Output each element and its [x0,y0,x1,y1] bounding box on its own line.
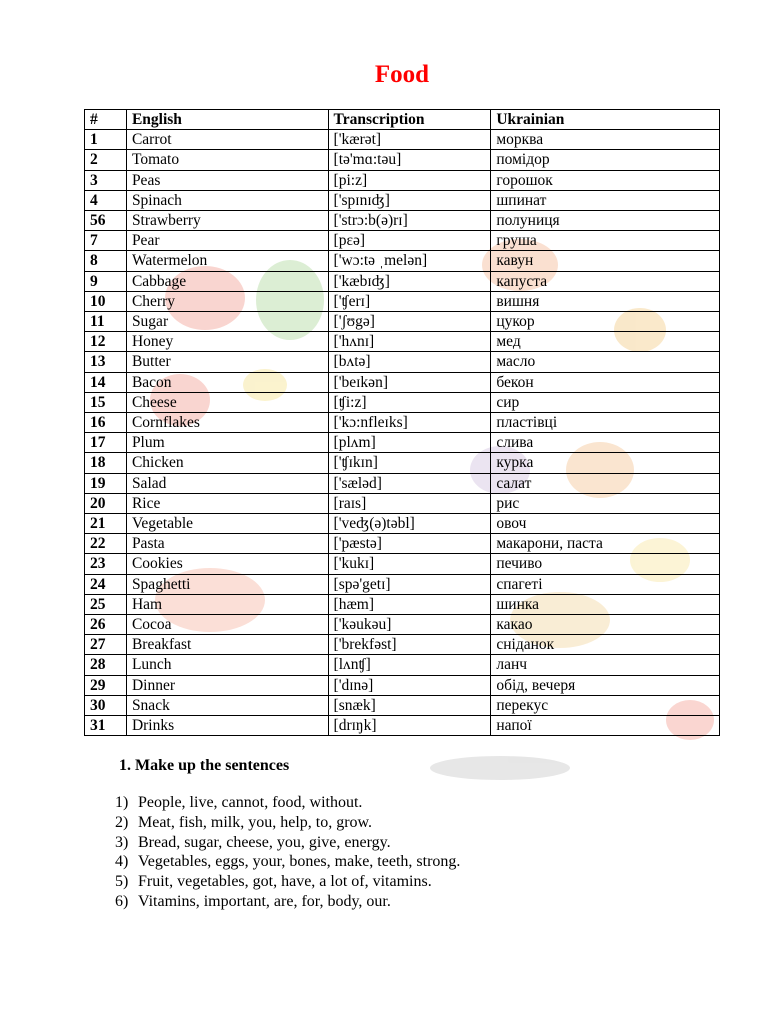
list-item [115,813,460,833]
cell-transcription: ['sæləd] [328,473,491,493]
list-item-number: 5) [115,873,129,891]
cell-english: Cabbage [126,271,328,291]
table-row [85,615,720,635]
table-row [85,231,720,251]
cell-transcription: ['kæbɪʤ] [328,271,491,291]
cell-english: Sugar [126,312,328,332]
cell-transcription: ['brekfəst] [328,635,491,655]
list-item-number: 2) [115,813,129,831]
cell-transcription: [ʧi:z] [328,392,491,412]
cell-transcription: ['kɔ:nfleɪks] [328,413,491,433]
list-item-text: Vitamins, important, are, for, body, our. [138,892,391,910]
table-row [85,211,720,231]
cell-number: 3 [85,170,127,190]
table-row [85,251,720,271]
list-item-number: 3) [115,833,129,851]
cell-english: Tomato [126,150,328,170]
cell-ukrainian: овоч [491,514,720,534]
table-row [85,392,720,412]
cell-ukrainian: капуста [491,271,720,291]
cell-ukrainian: рис [491,493,720,513]
cell-ukrainian: цукор [491,312,720,332]
cell-number: 8 [85,251,127,271]
cell-ukrainian: мед [491,332,720,352]
cell-transcription: [tə'mɑ:təu] [328,150,491,170]
table-row [85,271,720,291]
cell-number: 56 [85,211,127,231]
list-item-number: 1) [115,794,129,811]
cell-transcription: [plʌm] [328,433,491,453]
cell-number: 30 [85,695,127,715]
cell-transcription: ['kəukəu] [328,615,491,635]
table-row [85,534,720,554]
cell-number: 29 [85,675,127,695]
cell-number: 14 [85,372,127,392]
cell-ukrainian: ланч [491,655,720,675]
cell-english: Watermelon [126,251,328,271]
list-item [115,892,460,912]
cell-number: 28 [85,655,127,675]
cell-ukrainian: макарони, паста [491,534,720,554]
list-item [115,872,460,892]
table-row [85,473,720,493]
list-item-text: Vegetables, eggs, your, bones, make, teeth, strong. [138,853,461,871]
table-row [85,574,720,594]
list-item-number: 4) [115,853,129,871]
table-row [85,675,720,695]
cell-english: Snack [126,695,328,715]
cell-number: 12 [85,332,127,352]
cell-english: Pasta [126,534,328,554]
cell-ukrainian: бекон [491,372,720,392]
cell-english: Vegetable [126,514,328,534]
cell-transcription: [drɪŋk] [328,716,491,736]
cell-number: 17 [85,433,127,453]
cell-ukrainian: обід, вечеря [491,675,720,695]
cell-number: 27 [85,635,127,655]
cell-number: 13 [85,352,127,372]
cell-ukrainian: шинка [491,594,720,614]
cell-ukrainian: напої [491,716,720,736]
table-row [85,413,720,433]
table-row [85,554,720,574]
cell-ukrainian: какао [491,615,720,635]
cell-transcription: ['spɪnɪʤ] [328,190,491,210]
cell-english: Cornflakes [126,413,328,433]
cell-number: 19 [85,473,127,493]
cell-transcription: ['beɪkən] [328,372,491,392]
cell-english: Cherry [126,291,328,311]
cell-number: 21 [85,514,127,534]
list-item [115,833,460,853]
cell-english: Bacon [126,372,328,392]
page-title: Food [374,61,430,88]
list-item [115,852,460,872]
cell-ukrainian: вишня [491,291,720,311]
table-row [85,493,720,513]
cell-number: 1 [85,130,127,150]
cell-transcription: [snæk] [328,695,491,715]
table-row [85,150,720,170]
cell-english: Cheese [126,392,328,412]
cell-number: 24 [85,574,127,594]
cell-transcription: ['kukɪ] [328,554,491,574]
table-row [85,170,720,190]
cell-number: 18 [85,453,127,473]
header-ukrainian: Ukrainian [491,110,720,130]
cell-english: Honey [126,332,328,352]
cell-ukrainian: перекус [491,695,720,715]
table-row [85,312,720,332]
table-row [85,695,720,715]
cell-ukrainian: салат [491,473,720,493]
cell-ukrainian: груша [491,231,720,251]
cell-ukrainian: кавун [491,251,720,271]
cell-number: 9 [85,271,127,291]
cell-english: Butter [126,352,328,372]
cell-number: 22 [85,534,127,554]
table-row [85,716,720,736]
list-item-text: People, live, cannot, food, without. [138,794,363,811]
table-row [85,514,720,534]
table-row [85,655,720,675]
cell-number: 11 [85,312,127,332]
header-transcription: Transcription [328,110,491,130]
cell-transcription: ['ʃʊgə] [328,312,491,332]
header-english: English [126,110,328,130]
cell-english: Cookies [126,554,328,574]
cell-number: 20 [85,493,127,513]
cell-english: Carrot [126,130,328,150]
cell-english: Pear [126,231,328,251]
cell-ukrainian: горошок [491,170,720,190]
table-row [85,594,720,614]
cell-number: 16 [85,413,127,433]
cell-ukrainian: масло [491,352,720,372]
fish-watermark-icon [430,756,570,780]
cell-ukrainian: слива [491,433,720,453]
list-item-text: Meat, fish, milk, you, help, to, grow. [138,813,373,831]
cell-transcription: ['ʧɪkɪn] [328,453,491,473]
cell-number: 7 [85,231,127,251]
cell-transcription: ['wɔ:tə ˌmelən] [328,251,491,271]
table-row [85,635,720,655]
cell-transcription: [raɪs] [328,493,491,513]
cell-ukrainian: шпинат [491,190,720,210]
table-row [85,190,720,210]
header-number: # [85,110,127,130]
cell-english: Strawberry [126,211,328,231]
list-item [115,793,460,813]
cell-transcription: ['veʤ(ə)təbl] [328,514,491,534]
cell-ukrainian: сир [491,392,720,412]
cell-english: Peas [126,170,328,190]
cell-english: Breakfast [126,635,328,655]
exercise-heading: 1. Make up the sentences [119,757,290,774]
cell-english: Salad [126,473,328,493]
list-item-text: Fruit, vegetables, got, have, a lot of, vitamins. [138,873,432,891]
cell-ukrainian: пластівці [491,413,720,433]
table-row [85,453,720,473]
cell-ukrainian: полуниця [491,211,720,231]
cell-english: Lunch [126,655,328,675]
cell-transcription: [pɛə] [328,231,491,251]
cell-number: 10 [85,291,127,311]
table-row [85,332,720,352]
cell-ukrainian: сніданок [491,635,720,655]
cell-transcription: [lʌnʧ] [328,655,491,675]
cell-english: Spaghetti [126,574,328,594]
cell-ukrainian: печиво [491,554,720,574]
cell-english: Ham [126,594,328,614]
table-row [85,130,720,150]
cell-ukrainian: морква [491,130,720,150]
vocabulary-table [84,109,720,736]
cell-transcription: ['ʧerɪ] [328,291,491,311]
cell-number: 31 [85,716,127,736]
cell-english: Rice [126,493,328,513]
cell-ukrainian: спагеті [491,574,720,594]
cell-transcription: [hæm] [328,594,491,614]
cell-number: 2 [85,150,127,170]
cell-transcription: [pi:z] [328,170,491,190]
cell-ukrainian: помідор [491,150,720,170]
cell-english: Chicken [126,453,328,473]
cell-transcription: ['kærət] [328,130,491,150]
table-body [85,130,720,736]
cell-number: 15 [85,392,127,412]
list-item-number: 6) [115,892,129,910]
sentence-list [115,793,460,912]
cell-transcription: ['strɔ:b(ə)rɪ] [328,211,491,231]
cell-english: Drinks [126,716,328,736]
cell-ukrainian: курка [491,453,720,473]
cell-transcription: [spə'getɪ] [328,574,491,594]
table-row [85,372,720,392]
table-header-row [85,110,720,130]
cell-transcription: ['hʌnɪ] [328,332,491,352]
cell-number: 25 [85,594,127,614]
cell-english: Cocoa [126,615,328,635]
table-row [85,433,720,453]
table-row [85,352,720,372]
cell-transcription: ['dɪnə] [328,675,491,695]
cell-transcription: ['pæstə] [328,534,491,554]
cell-transcription: [bʌtə] [328,352,491,372]
cell-english: Plum [126,433,328,453]
cell-number: 23 [85,554,127,574]
list-item-text: Bread, sugar, cheese, you, give, energy. [138,833,391,851]
cell-english: Spinach [126,190,328,210]
cell-number: 4 [85,190,127,210]
cell-number: 26 [85,615,127,635]
cell-english: Dinner [126,675,328,695]
table-row [85,291,720,311]
